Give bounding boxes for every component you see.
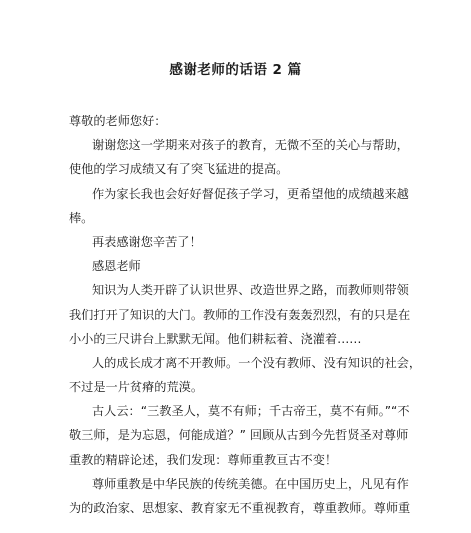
document-body xyxy=(69,109,422,520)
paragraph-line: 使他的学习成绩又有了突飞猛进的提高。 xyxy=(69,162,289,177)
document-title: 感谢老师的话语 2 篇 xyxy=(169,62,302,78)
paragraph-line: 敬三师，是为忘恩，何能成道？” 回顾从古到今先哲贤圣对尊师 xyxy=(69,428,409,443)
paragraph-line: 重教的精辟论述，我们发现：尊师重教亘古不变！ xyxy=(69,452,338,467)
paragraph-line: 我们打开了知识的大门。教师的工作没有轰轰烈烈，有的只是在 xyxy=(69,307,411,322)
paragraph-line: 尊敬的老师您好： xyxy=(69,114,167,128)
paragraph-line: 尊师重教是中华民族的传统美德。在中国历史上，凡见有作 xyxy=(92,476,409,491)
paragraph-line: 为的政治家、思想家、教育家无不重视教育，尊重教师。尊师重 xyxy=(69,501,411,515)
paragraph-line: 古人云：“三教圣人，莫不有师；千古帝王，莫不有师。”“不 xyxy=(92,404,410,419)
paragraph-line: 谢谢您这一学期来对孩子的教育，无微不至的关心与帮助， xyxy=(92,138,409,153)
paragraph-line: 知识为人类开辟了认识世界、改造世界之路，而教师则带领 xyxy=(92,283,409,298)
paragraph-line: 再表感谢您辛苦了！ xyxy=(92,234,202,249)
paragraph-line: 作为家长我也会好好督促孩子学习，更希望他的成绩越来越 xyxy=(92,186,409,201)
paragraph-line: 不过是一片贫瘠的荒漠。 xyxy=(69,380,204,395)
paragraph-line: 人的成长成才离不开教师。一个没有教师、没有知识的社会， xyxy=(92,355,422,370)
paragraph-line: 小小的三尺讲台上默默无闻。他们耕耘着、浇灌着…… xyxy=(69,331,362,346)
paragraph-line: 感恩老师 xyxy=(92,259,141,274)
paragraph-line: 棒。 xyxy=(69,210,94,225)
